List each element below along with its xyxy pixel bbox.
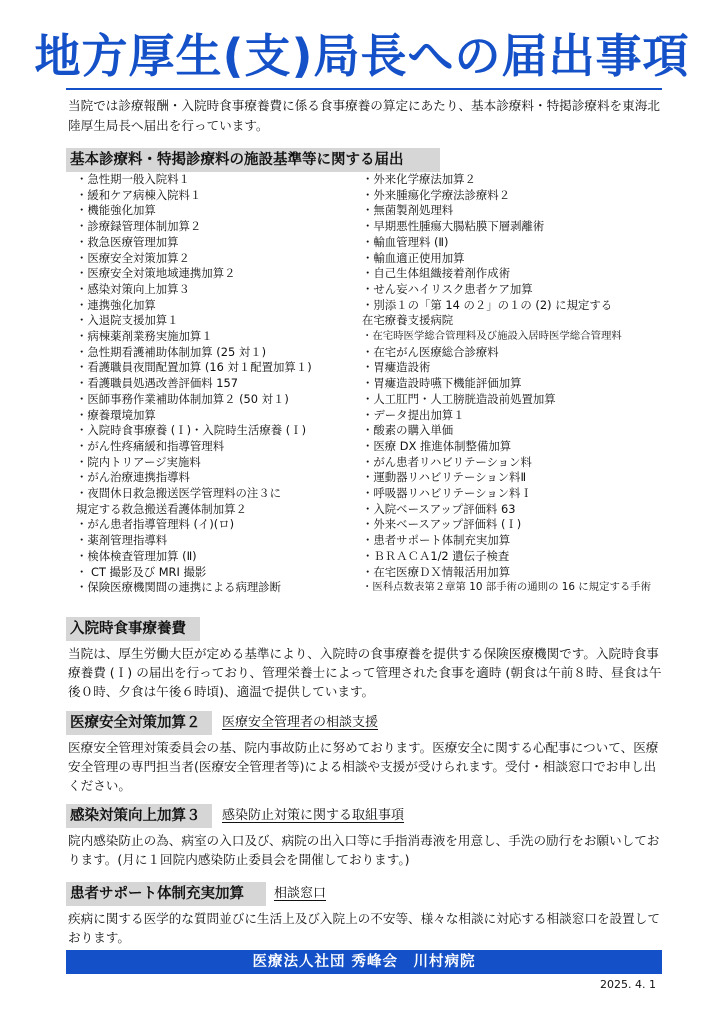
facility-item: ・急性期看護補助体制加算 (25 対１)	[76, 344, 267, 359]
page-title: 地方厚生(支)局長への届出事項	[34, 29, 690, 83]
meal-text: 当院は、厚生労働大臣が定める基準により、入院時の食事療養を提供する保険医療機関です。入院時食事療養費 (Ｉ) の届出を行っており、管理栄養士によって管理された食事を適時 (朝食は午前８時、昼食は午後０時、夕食は午後６時頃)、適温で提供しています。	[68, 646, 662, 699]
issue-date: 2025. 4. 1	[600, 978, 656, 991]
section-heading-label: 入院時食事療養費	[70, 621, 186, 637]
facility-item: ・外来ベースアップ評価料 (Ｉ)	[362, 517, 522, 532]
facility-item: ・人工肛門・人工膀胱造設前処置加算	[362, 391, 556, 406]
facility-item: ・早期悪性腫瘍大腸粘膜下層剥離術	[362, 219, 545, 234]
facility-item: ・感染対策向上加算３	[76, 281, 190, 296]
facility-item: ・患者サポート体制充実加算	[362, 533, 511, 548]
facility-item: ・夜間休日救急搬送医学管理料の注３に	[76, 486, 282, 501]
facility-item: ・薬剤管理指導料	[76, 533, 168, 548]
facility-item: ・ＢＲＡＣＡ1/2 遺伝子検査	[362, 548, 510, 563]
facility-item: ・緩和ケア病棟入院料１	[76, 187, 202, 202]
facility-item: ・自己生体組織接着剤作成術	[362, 266, 511, 281]
section-heading-infection	[66, 804, 212, 828]
facility-item: ・がん性疼痛緩和指導管理料	[76, 438, 225, 453]
facility-item: 在宅療養支援病院	[362, 313, 454, 328]
facility-item: ・急性期一般入院料１	[76, 172, 190, 186]
section-heading-label: 感染対策向上加算３	[70, 808, 201, 824]
facility-item: ・ CT 撮影及び MRI 撮影	[76, 564, 207, 579]
infection-text: 院内感染防止の為、病室の入口及び、病院の出入口等に手指消毒液を用意し、手洗の励行をお願いしております。(月に１回院内感染防止委員会を開催しております。)	[68, 833, 660, 867]
facility-item: ・連携強化加算	[76, 297, 156, 312]
infection-subheading: 感染防止対策に関する取組事項	[222, 808, 405, 823]
facility-item: ・医療安全対策加算２	[76, 250, 190, 265]
facility-item: ・機能強化加算	[76, 203, 156, 218]
facility-item: ・療養環境加算	[76, 407, 156, 422]
hospital-name-footer: 医療法人社団 秀峰会 川村病院	[66, 950, 662, 974]
facility-item: ・輸血管理料 (Ⅱ)	[362, 234, 449, 249]
facility-item: 規定する救急搬送看護体制加算２	[76, 501, 247, 516]
section-heading-meal	[66, 617, 200, 641]
facility-list-left	[76, 172, 366, 596]
facility-item: ・医科点数表第２章第 10 部手術の通則の 16 に規定する手術	[362, 581, 652, 594]
facility-item: ・診療録管理体制加算２	[76, 219, 202, 234]
facility-item: ・胃瘻造設術	[362, 360, 431, 375]
medical-safety-subheading: 医療安全管理者の相談支援	[222, 715, 379, 730]
facility-item: ・在宅医療ＤＸ情報活用加算	[362, 564, 511, 579]
facility-item: ・検体検査管理加算 (Ⅱ)	[76, 548, 197, 563]
facility-item: ・入退院支援加算１	[76, 313, 179, 328]
facility-item: ・医療安全対策地域連携加算２	[76, 266, 236, 281]
facility-item: ・がん患者指導管理料 (イ)(ロ)	[76, 517, 235, 532]
section-heading-label: 基本診療料・特掲診療料の施設基準等に関する届出	[70, 152, 404, 168]
facility-item: ・外来化学療法加算２	[362, 172, 476, 186]
facility-item: ・院内トリアージ実施料	[76, 454, 201, 469]
medical-safety-text: 医療安全管理対策委員会の基、院内事故防止に努めております。医療安全に関する心配事について、医療安全管理の専門担当者(医療安全管理者等)による相談や支援が受けられます。受付・相談窓口でお申し出ください。	[68, 740, 659, 793]
facility-item: ・病棟薬剤業務実施加算１	[76, 329, 213, 344]
section-heading-label: 患者サポート体制充実加算	[70, 886, 244, 902]
section-heading-label: 医療安全対策加算２	[70, 715, 201, 731]
facility-item: ・医療 DX 推進体制整備加算	[362, 438, 512, 453]
facility-item: ・医師事務作業補助体制加算２ (50 対１)	[76, 391, 289, 406]
section-heading-medical-safety	[66, 711, 212, 735]
facility-item: ・保険医療機関間の連携による病理診断	[76, 580, 282, 595]
facility-item: ・看護職員夜間配置加算 (16 対１配置加算１)	[76, 360, 312, 375]
facility-item: ・がん治療連携指導料	[76, 470, 190, 485]
facility-item: ・せん妄ハイリスク患者ケア加算	[362, 281, 533, 296]
facility-item: ・がん患者リハビリテーション料	[362, 454, 532, 469]
facility-item: ・外来腫瘍化学療法診療料２	[362, 187, 511, 202]
facility-item: ・胃瘻造設時嚥下機能評価加算	[362, 376, 522, 391]
facility-item: ・呼吸器リハビリテーション料Ｉ	[362, 486, 532, 501]
facility-item: ・看護職員処遇改善評価料 157	[76, 376, 239, 391]
facility-item: ・救急医療管理加算	[76, 234, 179, 249]
facility-item: ・無菌製剤処理料	[362, 203, 454, 218]
section-heading-patient-support	[66, 882, 266, 906]
facility-item: ・在宅時医学総合管理料及び施設入居時医学総合管理料	[362, 330, 622, 343]
intro-text: 当院では診療報酬・入院時食事療養費に係る食事療養の算定にあたり、基本診療料・特掲診療料を東海北陸厚生局長へ届出を行っています。	[68, 98, 660, 133]
facility-item: ・在宅がん医療総合診療料	[362, 344, 499, 359]
facility-item: ・データ提出加算１	[362, 407, 465, 422]
section-heading-facility-standards	[66, 148, 440, 172]
facility-item: ・輸血適正使用加算	[362, 250, 465, 265]
facility-item: ・入院時食事療養 (Ｉ)・入院時生活療養 (Ｉ)	[76, 423, 307, 438]
facility-item: ・別添１の「第 14 の２」の１の (2) に規定する	[362, 297, 613, 312]
facility-item: ・入院ベースアップ評価料 63	[362, 501, 516, 516]
patient-support-subheading: 相談窓口	[274, 886, 327, 901]
title-underline	[66, 88, 662, 90]
facility-list-right	[362, 172, 662, 596]
facility-item: ・酸素の購入単価	[362, 423, 454, 438]
patient-support-text: 疾病に関する医学的な質問並びに生活上及び入院上の不安等、様々な相談に対応する相談窓口を設置しております。	[68, 911, 660, 945]
facility-item: ・運動器リハビリテーション料Ⅱ	[362, 470, 527, 485]
